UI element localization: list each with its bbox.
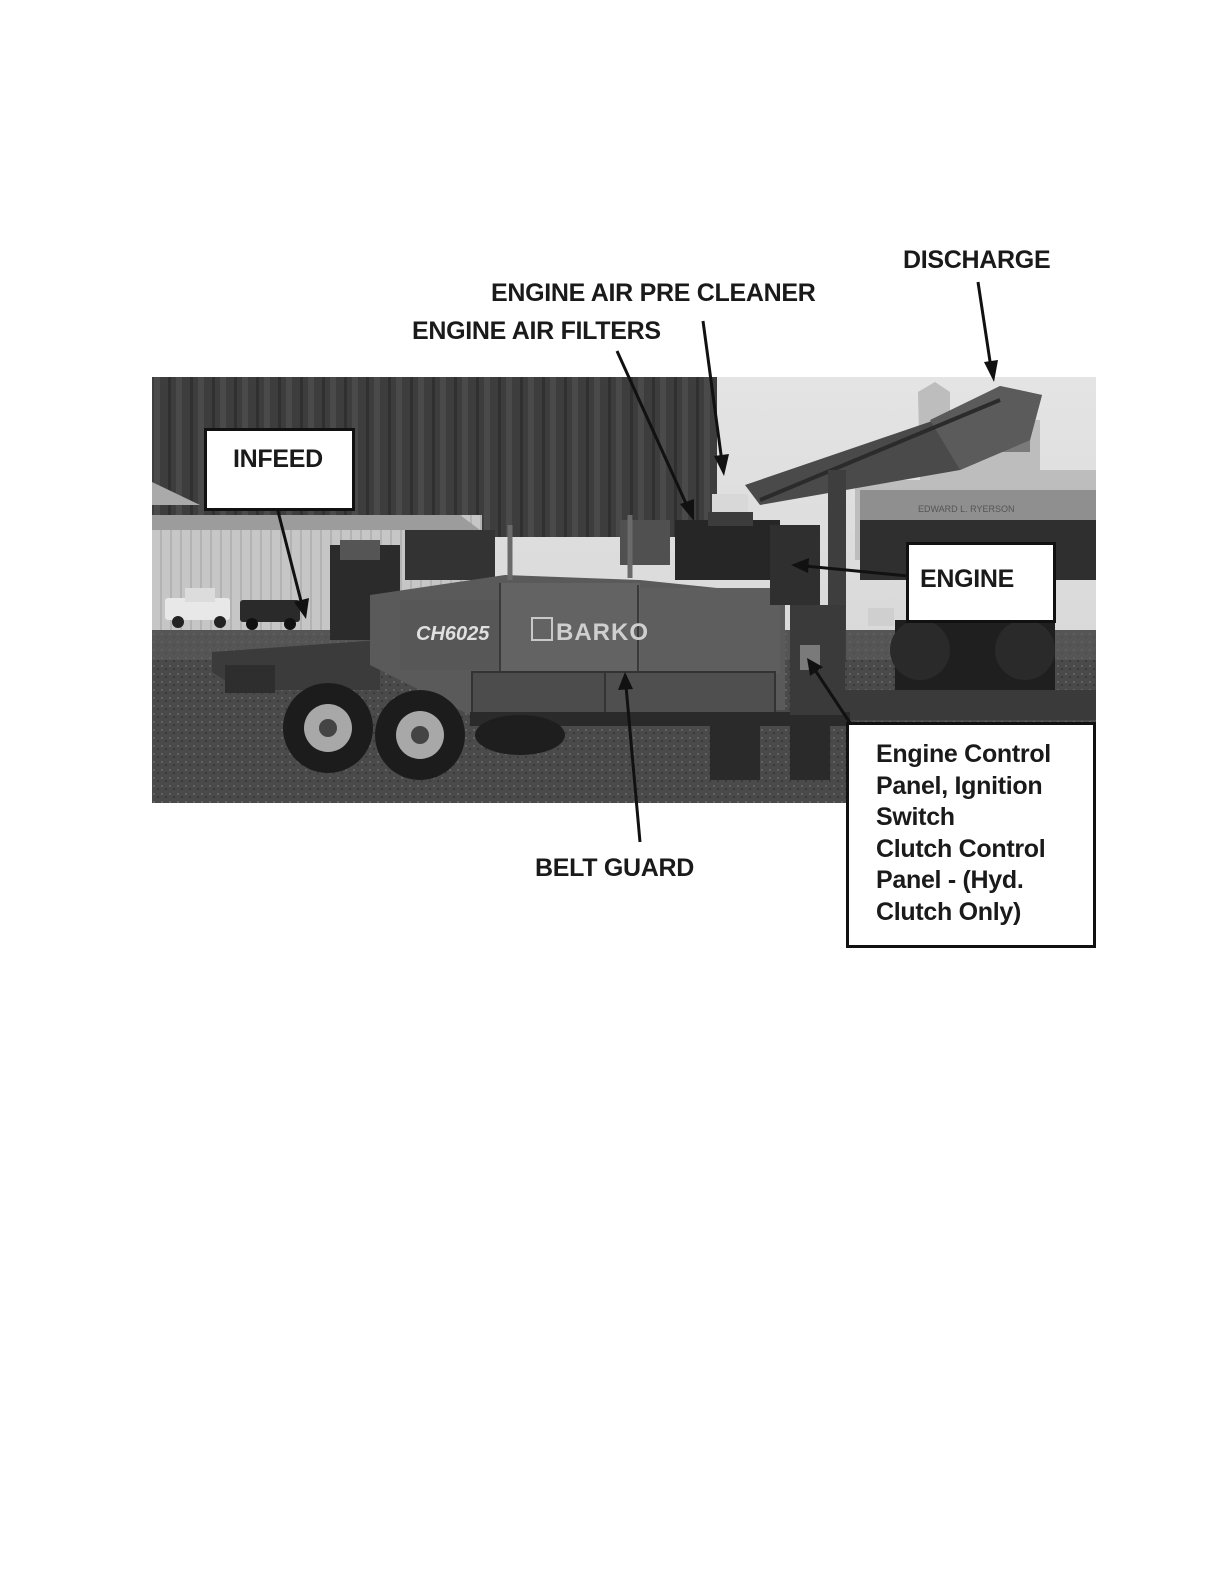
control-panel-line: Panel - (Hyd. (876, 866, 1024, 894)
model-marking: CH6025 (416, 623, 490, 645)
control-panel-line: Clutch Control (876, 834, 1046, 863)
control-panel-line: Clutch Only) (876, 897, 1022, 926)
discharge-label: DISCHARGE (903, 246, 1051, 274)
engine-label: ENGINE (920, 565, 1015, 593)
brand-marking: BARKO (556, 619, 649, 646)
control-panel-line: Panel, Ignition (876, 771, 1043, 800)
belt-guard-label: BELT GUARD (535, 854, 695, 882)
control-panel-label (876, 739, 1051, 928)
control-panel-callout-box (846, 722, 1096, 948)
infeed-callout-box (204, 428, 355, 511)
pre-cleaner-label: ENGINE AIR PRE CLEANER (491, 279, 816, 307)
ship-name-marking: EDWARD L. RYERSON (918, 504, 1015, 514)
control-panel-line: Switch (876, 803, 955, 831)
engine-callout-box (906, 542, 1056, 623)
control-panel-line: Engine Control (876, 740, 1051, 768)
infeed-label: INFEED (233, 445, 323, 473)
air-filters-label: ENGINE AIR FILTERS (412, 317, 661, 345)
